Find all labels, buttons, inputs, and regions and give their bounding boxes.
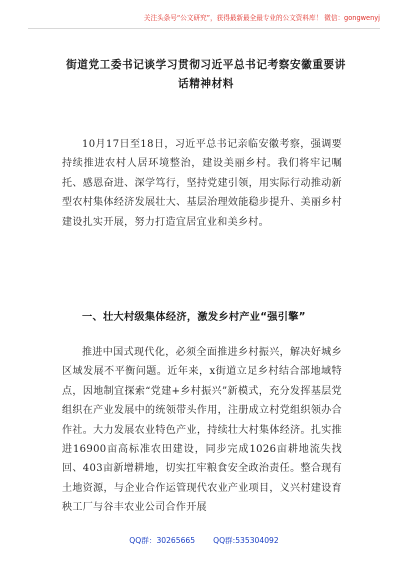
- header-banner: 关注头条号“公文研究”，获得最新最全最专业的公文资料库！ 微信：gongwenyj: [143, 14, 380, 22]
- document-title: 街道党工委书记谈学习贯彻习近平总书记考察安徽重要讲话精神材料: [66, 59, 346, 90]
- footer-contact: [0, 535, 408, 547]
- paragraph-intro: 10月17日至18日，习近平总书记亲临安徽考察，强调要持续推进农村人居环境整治，建设美丽乡村。我们将牢记嘱托、感恩奋进、深学笃行，坚持党建引领，用实际行动推动新型农村集体经济发展壮大、基层治理效能稳步提升、美丽乡村建设扎实开展，努力打造宜居宜业和美乡村。: [62, 139, 342, 228]
- header-divider: [28, 28, 380, 29]
- section-heading-1: 一、壮大村级集体经济，激发乡村产业“强引擎”: [82, 312, 306, 323]
- footer-qq-group-1: QQ群：30265665: [129, 536, 196, 545]
- paragraph-section-1: 推进中国式现代化，必须全面推进乡村振兴，解决好城乡区域发展不平衡问题。近年来，x街道立足乡村结合部地域特点，因地制宜探索“党建+乡村振兴”新模式，充分发挥基层党组织在产业发展中的统领带头作用，注册成立村党组织领办合作社。大力发展农业特色产业，持续壮大村集体经济。扎实推进16900亩高标准农田建设，同步完成1026亩耕地流失找回、403亩新增耕地，切实扛牢粮食安全政治责任。整合现有土地资源，与企业合作运管现代农业产业项目，义兴村建设育秧工厂与谷丰农业公司合作开展: [62, 347, 342, 514]
- footer-qq-group-2: QQ群:535304092: [213, 536, 279, 545]
